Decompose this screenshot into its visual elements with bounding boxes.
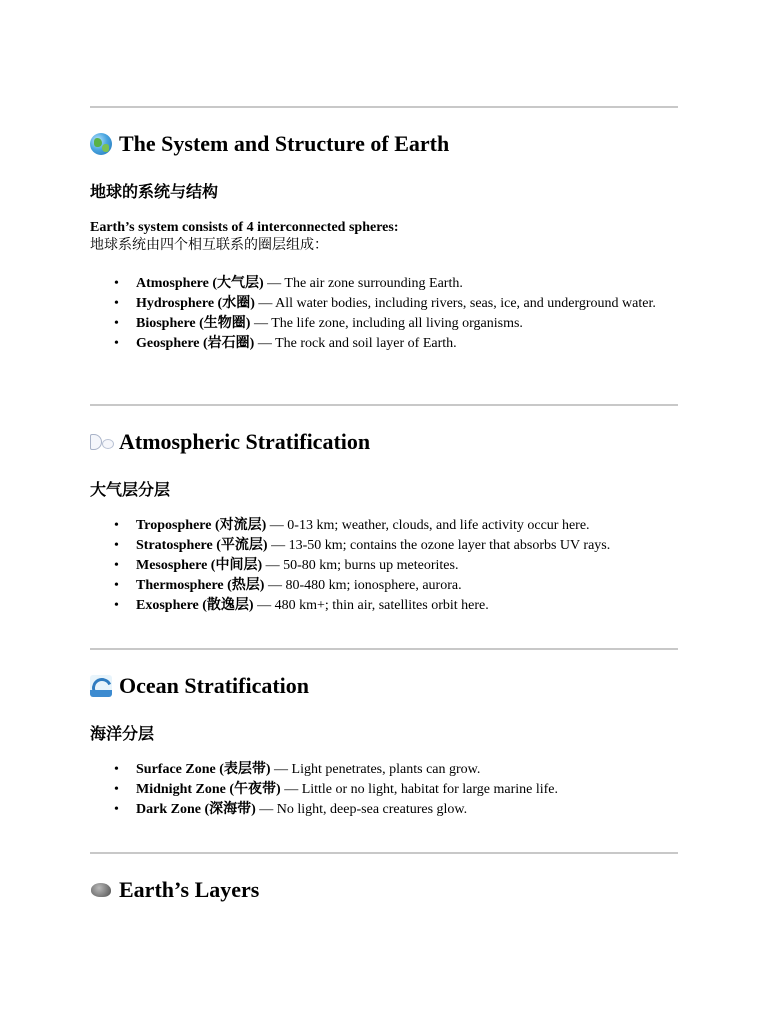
list-item: • Mesosphere (中间层) — 50-80 km; burns up meteorites. bbox=[136, 556, 676, 576]
spheres-list bbox=[136, 274, 676, 354]
section-title: Atmospheric Stratification bbox=[119, 429, 371, 454]
divider bbox=[90, 404, 678, 406]
section-subtitle: 海洋分层 bbox=[90, 726, 155, 743]
ocean-list bbox=[136, 760, 676, 820]
section-title: Ocean Stratification bbox=[119, 673, 310, 698]
divider bbox=[90, 106, 678, 108]
atmosphere-list bbox=[136, 516, 676, 616]
list-item: • Stratosphere (平流层) — 13-50 km; contains the ozone layer that absorbs UV rays. bbox=[136, 536, 676, 556]
section-heading-ocean bbox=[90, 671, 309, 701]
section-heading-layers bbox=[90, 875, 259, 905]
intro-zh: 地球系统由四个相互联系的圈层组成： bbox=[90, 238, 328, 253]
list-item: • Exosphere (散逸层) — 480 km+; thin air, satellites orbit here. bbox=[136, 596, 676, 616]
list-item: • Surface Zone (表层带) — Light penetrates, plants can grow. bbox=[136, 760, 676, 780]
divider bbox=[90, 852, 678, 854]
list-item: • Troposphere (对流层) — 0-13 km; weather, clouds, and life activity occur here. bbox=[136, 516, 676, 536]
list-item: • Biosphere (生物圈) — The life zone, including all living organisms. bbox=[136, 314, 676, 334]
water-wave-icon bbox=[90, 675, 112, 697]
divider bbox=[90, 648, 678, 650]
list-item: • Hydrosphere (水圈) — All water bodies, including rivers, seas, ice, and underground water. bbox=[136, 294, 676, 314]
section-title: The System and Structure of Earth bbox=[119, 131, 450, 156]
intro-paragraph bbox=[90, 219, 680, 255]
wind-clouds-icon bbox=[90, 431, 112, 453]
rock-icon bbox=[90, 879, 112, 901]
section-heading-atmosphere bbox=[90, 427, 370, 457]
list-item: • Atmosphere (大气层) — The air zone surrounding Earth. bbox=[136, 274, 676, 294]
intro-en: Earth’s system consists of 4 interconnected spheres: bbox=[90, 220, 399, 235]
section-heading-system bbox=[90, 129, 449, 159]
list-item: • Geosphere (岩石圈) — The rock and soil layer of Earth. bbox=[136, 334, 676, 354]
list-item: • Dark Zone (深海带) — No light, deep-sea creatures glow. bbox=[136, 800, 676, 820]
list-item: • Midnight Zone (午夜带) — Little or no light, habitat for large marine life. bbox=[136, 780, 676, 800]
section-title: Earth’s Layers bbox=[119, 877, 260, 902]
globe-icon bbox=[90, 133, 112, 155]
list-item: • Thermosphere (热层) — 80-480 km; ionosphere, aurora. bbox=[136, 576, 676, 596]
section-subtitle: 地球的系统与结构 bbox=[90, 184, 219, 201]
section-subtitle: 大气层分层 bbox=[90, 482, 171, 499]
